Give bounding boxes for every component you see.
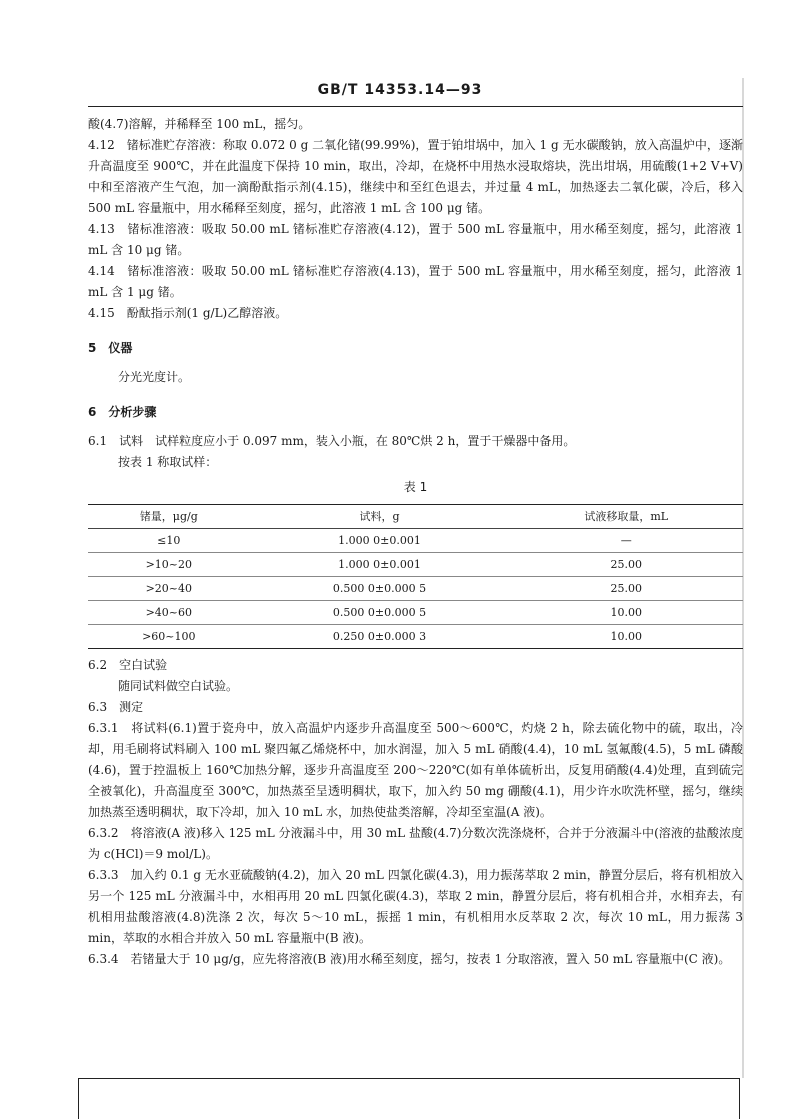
table-cell: ≤10 <box>157 534 181 547</box>
body-section-1 <box>88 114 743 473</box>
table-header-cell: 试液移取量，mL <box>584 510 669 523</box>
table-cell: 25.00 <box>610 558 642 571</box>
paragraph: 随同试料做空白试验。 <box>118 679 239 693</box>
paragraph: 6.3.2 将溶液(A 液)移入 125 mL 分液漏斗中，用 30 mL 盐酸(4.7)分数次洗涤烧杯，合并于分液漏斗中(溶液的盐酸浓度为 c(HCl)＝9 mol/L)。 <box>88 826 743 861</box>
table-row <box>88 625 743 649</box>
table-header-row <box>88 505 743 529</box>
table-header-cell: 试料，g <box>359 510 400 523</box>
section-heading: 6 分析步骤 <box>88 405 157 419</box>
paragraph: 4.15 酚酞指示剂(1 g/L)乙醇溶液。 <box>88 306 288 320</box>
table-cell: 1.000 0±0.001 <box>338 534 421 547</box>
paragraph: 酸(4.7)溶解，并稀释至 100 mL，摇匀。 <box>88 117 311 131</box>
footer-frame <box>78 1078 740 1119</box>
table-cell: 1.000 0±0.001 <box>338 558 421 571</box>
paragraph: 分光光度计。 <box>118 370 191 384</box>
body-section-2 <box>88 655 743 970</box>
paragraph: 6.1 试料 试样粒度应小于 0.097 mm，装入小瓶，在 80℃烘 2 h，置于干燥器中备用。 <box>88 434 576 448</box>
table-cell: >60~100 <box>142 630 196 643</box>
header-rule <box>88 106 743 107</box>
sample-weight-table <box>88 504 743 649</box>
page-header: GB/T 14353.14—93 <box>317 82 483 98</box>
table-cell: >10~20 <box>145 558 192 571</box>
paragraph: 4.14 锗标准溶液：吸取 50.00 mL 锗标准贮存溶液(4.13)，置于 500 mL 容量瓶中，用水稀至刻度，摇匀，此溶液 1 mL 含 1 μg 锗。 <box>88 264 743 299</box>
section-heading: 5 仪器 <box>88 341 133 355</box>
table-header-cell: 锗量，μg/g <box>139 510 198 523</box>
table-cell: 10.00 <box>610 630 642 643</box>
paragraph: 6.3.1 将试料(6.1)置于瓷舟中，放入高温炉内逐步升高温度至 500～600℃，灼烧 2 h，除去硫化物中的硫，取出，冷却，用毛刷将试料刷入 100 mL 聚四氟乙烯烧杯中，加水润湿，加入 5 mL 硝酸(4.4)，10 mL 氢氟酸(4.5)，5 mL 磷酸(4.6)，置于控温板上 160℃加热分解，逐步升高温度至 200～220℃(如有单体硫析出，反复用硝酸(4.4)处理，直到硫完全被氧化)，升高温度至 300℃，加热蒸至呈透明稠状，取下，加入约 50 mg 硼酸(4.1)，用少许水吹洗杯壁，摇匀，继续加热蒸至透明稠状，取下冷却，加入 10 mL 水，加热使盐类溶解，冷却至室温(A 液)。 <box>88 721 743 819</box>
table-body <box>88 529 743 649</box>
paragraph: 6.3 测定 <box>88 700 144 714</box>
table-cell: 25.00 <box>610 582 642 595</box>
table-cell: 0.500 0±0.000 5 <box>332 582 427 595</box>
paragraph: 6.3.3 加入约 0.1 g 无水亚硫酸钠(4.2)，加入 20 mL 四氯化碳(4.3)，用力振荡萃取 2 min，静置分层后，将有机相放入另一个 125 mL 分液漏斗中，水相再用 20 mL 四氯化碳(4.3)，萃取 2 min，静置分层后，将有机相合并，水相弃去，有机相用盐酸溶液(4.8)洗涤 2 次，每次 5～10 mL，振摇 1 min，有机相用水反萃取 2 次，每次 10 mL，用力振荡 3 min，萃取的水相合并放入 50 mL 容量瓶中(B 液)。 <box>88 868 743 945</box>
table-cell: >40~60 <box>145 606 192 619</box>
table-cell: 0.250 0±0.000 3 <box>332 630 427 643</box>
paragraph: 4.12 锗标准贮存溶液：称取 0.072 0 g 二氧化锗(99.99%)，置于铂坩埚中，加入 1 g 无水碳酸钠，放入高温炉中，逐渐升高温度至 900℃，并在此温度下保持 10 min，取出，冷却，在烧杯中用热水浸取熔块，洗出坩埚，用硫酸(1+2 V+V)中和至溶液产生气泡，加一滴酚酞指示剂(4.15)，继续中和至红色退去，并过量 4 mL，加热逐去二氧化碳，冷后，移入 500 mL 容量瓶中，用水稀释至刻度，摇匀，此溶液 1 mL 含 100 μg 锗。 <box>88 138 743 215</box>
paragraph: 4.13 锗标准溶液：吸取 50.00 mL 锗标准贮存溶液(4.12)，置于 500 mL 容量瓶中，用水稀至刻度，摇匀，此溶液 1 mL 含 10 μg 锗。 <box>88 222 743 257</box>
paragraph: 6.3.4 若锗量大于 10 μg/g，应先将溶液(B 液)用水稀至刻度，摇匀，按表 1 分取溶液，置入 50 mL 容量瓶中(C 液)。 <box>88 952 731 966</box>
paragraph: 按表 1 称取试样： <box>118 455 218 469</box>
table-cell: 10.00 <box>610 606 642 619</box>
table-cell: >20~40 <box>145 582 192 595</box>
table-cell: — <box>620 534 632 547</box>
table-row <box>88 601 743 625</box>
table-row <box>88 577 743 601</box>
paragraph: 6.2 空白试验 <box>88 658 168 672</box>
table-row <box>88 553 743 577</box>
page-body <box>88 114 743 970</box>
table-caption: 表 1 <box>403 480 428 494</box>
table-row <box>88 529 743 553</box>
table-cell: 0.500 0±0.000 5 <box>332 606 427 619</box>
